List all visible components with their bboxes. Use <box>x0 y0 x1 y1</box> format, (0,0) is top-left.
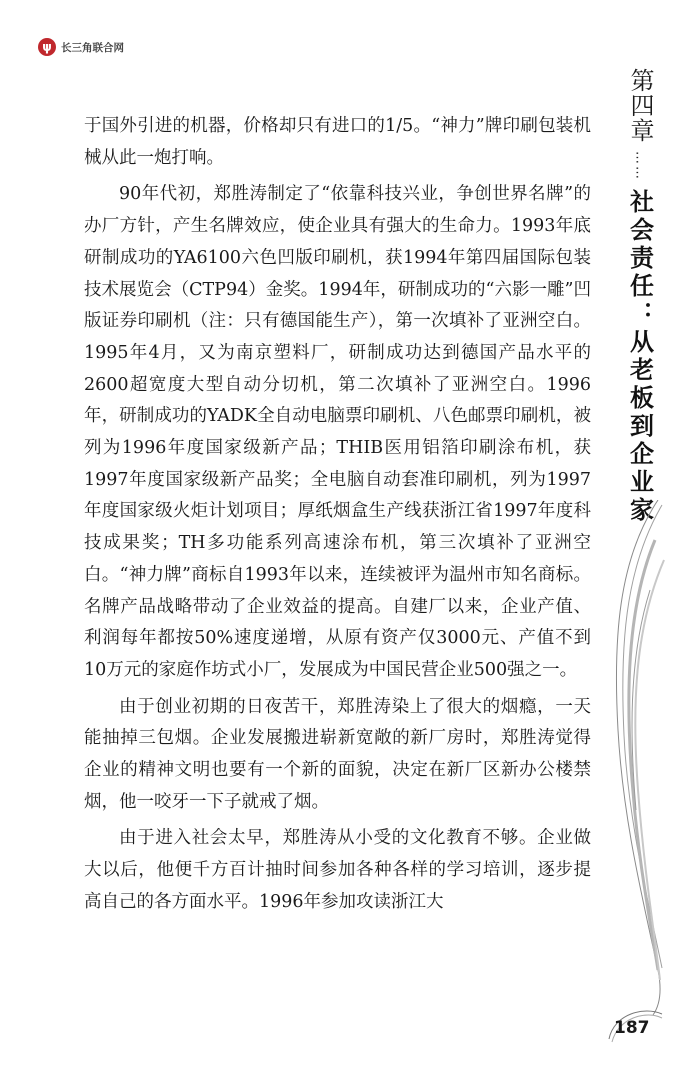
swirl-decoration-icon <box>598 500 668 1020</box>
page-number: 187 <box>614 1018 650 1038</box>
chapter-dots: …… <box>632 151 648 181</box>
paragraph-2: 90年代初，郑胜涛制定了“依靠科技兴业，争创世界名牌”的办厂方针，产生名牌效应，使企业具有强大的生命力。1993年底研制成功的YA6100六色凹版印刷机，获1994年第四届国际包装技术展览会（CTP94）金奖。1994年，研制成功的“六影一雕”凹版证券印刷机（注：只有德国能生产），第一次填补了亚洲空白。1995年4月，又为南京塑料厂，研制成功达到德国产品水平的2600超宽度大型自动分切机，第二次填补了亚洲空白。1996年，研制成功的YADK全自动电脑票印刷机、八色邮票印刷机，被列为1996年度国家级新产品；THIB医用铝箔印刷涂布机，获1997年度国家级新产品奖；全电脑自动套准印刷机，列为1997年度国家级火炬计划项目；厚纸烟盒生产线获浙江省1997年度科技成果奖；TH多功能系列高速涂布机，第三次填补了亚洲空白。“神力牌”商标自1993年以来，连续被评为温州市知名商标。名牌产品战略带动了企业效益的提高。自建厂以来，企业产值、利润每年都按50%速度递增，从原有资产仅3000元、产值不到10万元的家庭作坊式小厂，发展成为中国民营企业500强之一。 <box>84 184 591 680</box>
body-text <box>84 111 591 924</box>
paragraph-1: 于国外引进的机器，价格却只有进口的1/5。“神力”牌印刷包装机械从此一炮打响。 <box>84 116 591 168</box>
chapter-title: 社会责任：从老板到企业家 <box>625 189 654 525</box>
logo-text: 长三角联合网 <box>61 41 124 54</box>
chapter-sidebar <box>620 68 660 525</box>
site-logo <box>38 38 124 56</box>
logo-icon: ψ <box>38 38 56 56</box>
chapter-label: 第四章 <box>626 68 654 143</box>
paragraph-3: 由于创业初期的日夜苦干，郑胜涛染上了很大的烟瘾，一天能抽掉三包烟。企业发展搬进崭新宽敞的新厂房时，郑胜涛觉得企业的精神文明也要有一个新的面貌，决定在新厂区新办公楼禁烟，他一咬牙一下子就戒了烟。 <box>84 696 591 812</box>
paragraph-4: 由于进入社会太早，郑胜涛从小受的文化教育不够。企业做大以后，他便千方百计抽时间参加各种各样的学习培训，逐步提高自己的各方面水平。1996年参加攻读浙江大 <box>84 828 591 912</box>
